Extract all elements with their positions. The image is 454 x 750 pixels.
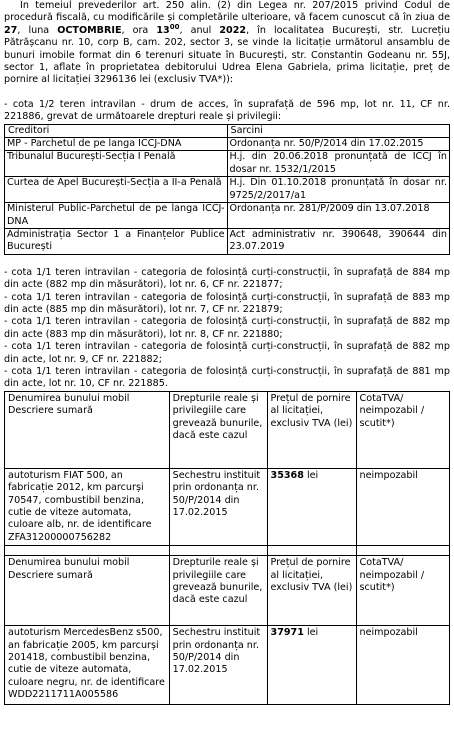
spacer-row — [5, 546, 450, 556]
intro-text: , luna — [17, 24, 58, 36]
column-header: CotaTVA/ neimpozabil / scutit*) — [356, 556, 449, 626]
column-header: CotaTVA/ neimpozabil / scutit*) — [356, 391, 449, 468]
table-header-row — [5, 556, 450, 626]
list-item: - cota 1/1 teren intravilan - categoria de folosință curți-construcții, în suprafață de 883 mp din acte (885 mp din măsurători), lot nr. 7, CF nr. 221879; — [4, 291, 450, 315]
table-row — [5, 228, 450, 254]
description-cell: autoturism FIAT 500, an fabricație 2012, km parcurși 70547, combustibil benzina, cutie de viteze automata, culoare alb, nr. de identificare ZFA31200000756282 — [5, 468, 170, 545]
encumbrance-cell: H.j. Din 01.10.2018 pronunțată în dosar nr. 9725/2/2017/a1 — [227, 177, 450, 203]
column-header: Drepturile reale și privilegiile care grevează bunurile, dacă este cazul — [169, 391, 267, 468]
creditor-cell: Ministerul Public-Parchetul de pe langa ICCJ-DNA — [5, 203, 228, 229]
creditor-cell: Curtea de Apel București-Secția a II-a Penală — [5, 177, 228, 203]
intro-text: , anul — [179, 24, 220, 36]
creditor-cell: Administrația Sector 1 a Finanțelor Publice București — [5, 228, 228, 254]
column-header: Denumirea bunului mobil Descriere sumară — [5, 556, 170, 626]
list-item: - cota 1/1 teren intravilan - categoria de folosință curți-construcții, în suprafață de 881 mp din acte, lot nr. 10, CF nr. 221885. — [4, 365, 450, 390]
list-item: - cota 1/1 teren intravilan - categoria de folosință curți-construcții, în suprafață de 884 mp din acte (882 mp din măsurători), lot nr. 6, CF nr. 221877; — [4, 266, 450, 291]
auction-minutes: 00 — [169, 22, 180, 31]
column-header: Sarcini — [227, 124, 450, 137]
empty-cell — [5, 546, 170, 556]
price-cell — [267, 468, 356, 545]
creditors-table — [4, 124, 450, 255]
lot-access-road: - cota 1/2 teren intravilan - drum de acces, în suprafață de 596 mp, lot nr. 11, CF nr. 221886, grevat de următoarele drepturi reale și privilegii: — [4, 98, 450, 123]
creditor-cell: MP - Parchetul de pe langa ICCJ-DNA — [5, 138, 228, 151]
list-item: - cota 1/1 teren intravilan - categoria de folosință curți-construcții, în suprafață de 882 mp din acte, lot nr. 9, CF nr. 221882; — [4, 341, 450, 365]
vat-cell: neimpozabil — [356, 468, 449, 545]
description-cell: autoturism MercedesBenz s500, an fabricație 2005, km parcurși 201418, combustibil benzina, cutie de viteze automata, culoare negru, nr. de identificare WDD2211711A005586 — [5, 626, 170, 705]
encumbrance-cell: Sechestru instituit prin ordonanța nr. 50/P/2014 din 17.02.2015 — [169, 626, 267, 705]
creditor-cell: Tribunalul București-Secția I Penală — [5, 151, 228, 177]
spacer — [4, 255, 450, 267]
column-header: Drepturile reale și privilegiile care grevează bunurile, dacă este cazul — [169, 556, 267, 626]
column-header: Creditori — [5, 124, 228, 137]
table-row — [5, 177, 450, 203]
auction-hour: 13 — [156, 24, 170, 36]
intro-paragraph — [4, 0, 450, 87]
empty-cell — [356, 546, 449, 556]
table-header-row — [5, 124, 450, 137]
table-row — [5, 138, 450, 151]
intro-text: , ora — [121, 24, 157, 36]
encumbrance-cell: H.j. din 20.06.2018 pronunțată de ICCJ în dosar nr. 1532/1/2015 — [227, 151, 450, 177]
encumbrance-cell: Ordonanța nr. 50/P/2014 din 17.02.2015 — [227, 138, 450, 151]
table-row — [5, 203, 450, 229]
encumbrance-cell: Sechestru instituit prin ordonanța nr. 50/P/2014 din 17.02.2015 — [169, 468, 267, 545]
table-row — [5, 626, 450, 705]
movable-goods-table — [4, 391, 450, 705]
encumbrance-cell: Ordonanța nr. 281/P/2009 din 13.07.2018 — [227, 203, 450, 229]
price-unit: lei — [303, 627, 319, 639]
column-header: Denumirea bunului mobil Descriere sumară — [5, 391, 170, 468]
table-row — [5, 151, 450, 177]
intro-text: În temeiul prevederilor art. 250 alin. (2) din Legea nr. 207/2015 privind Codul de procedură fiscală, cu modificările și completările ulterioare, vă facem cunoscut că în ziua de — [4, 0, 450, 24]
price-value: 35368 — [270, 469, 304, 481]
column-header: Prețul de pornire al licitației, exclusiv TVA (lei) — [267, 391, 356, 468]
land-lots-list — [4, 267, 450, 391]
table-row — [5, 468, 450, 545]
price-unit: lei — [303, 469, 319, 481]
price-cell — [267, 626, 356, 705]
empty-cell — [267, 546, 356, 556]
spacer — [4, 87, 450, 99]
auction-day: 27 — [4, 24, 18, 36]
auction-time — [156, 22, 180, 36]
encumbrance-cell: Act administrativ nr. 390648, 390644 din 23.07.2019 — [227, 228, 450, 254]
column-header: Prețul de pornire al licitației, exclusiv TVA (lei) — [267, 556, 356, 626]
list-item: - cota 1/1 teren intravilan - categoria de folosință curți-construcții, în suprafață de 882 mp din acte (883 mp din măsurători), lot nr. 8, CF nr. 221880; — [4, 316, 450, 340]
empty-cell — [169, 546, 267, 556]
auction-year: 2022 — [219, 24, 247, 36]
intro-text: , în localitatea București, str. Lucrețiu Pătrășcanu nr. 10, corp B, cam. 202, sector 3, se vinde la licitație următorul ansamblu de bunuri imobile format din 6 terenuri situate în București, str. Constantin Godeanu nr. 55J, sector 1, aflate în proprietatea debitorului Udrea Elena Gabriela, prima licitație, preț de pornire al licitației 3296136 lei (exclusiv TVA*)): — [4, 24, 451, 86]
auction-month: OCTOMBRIE — [57, 24, 122, 36]
price-value: 37971 — [270, 627, 304, 639]
vat-cell: neimpozabil — [356, 626, 449, 705]
table-header-row — [5, 391, 450, 468]
